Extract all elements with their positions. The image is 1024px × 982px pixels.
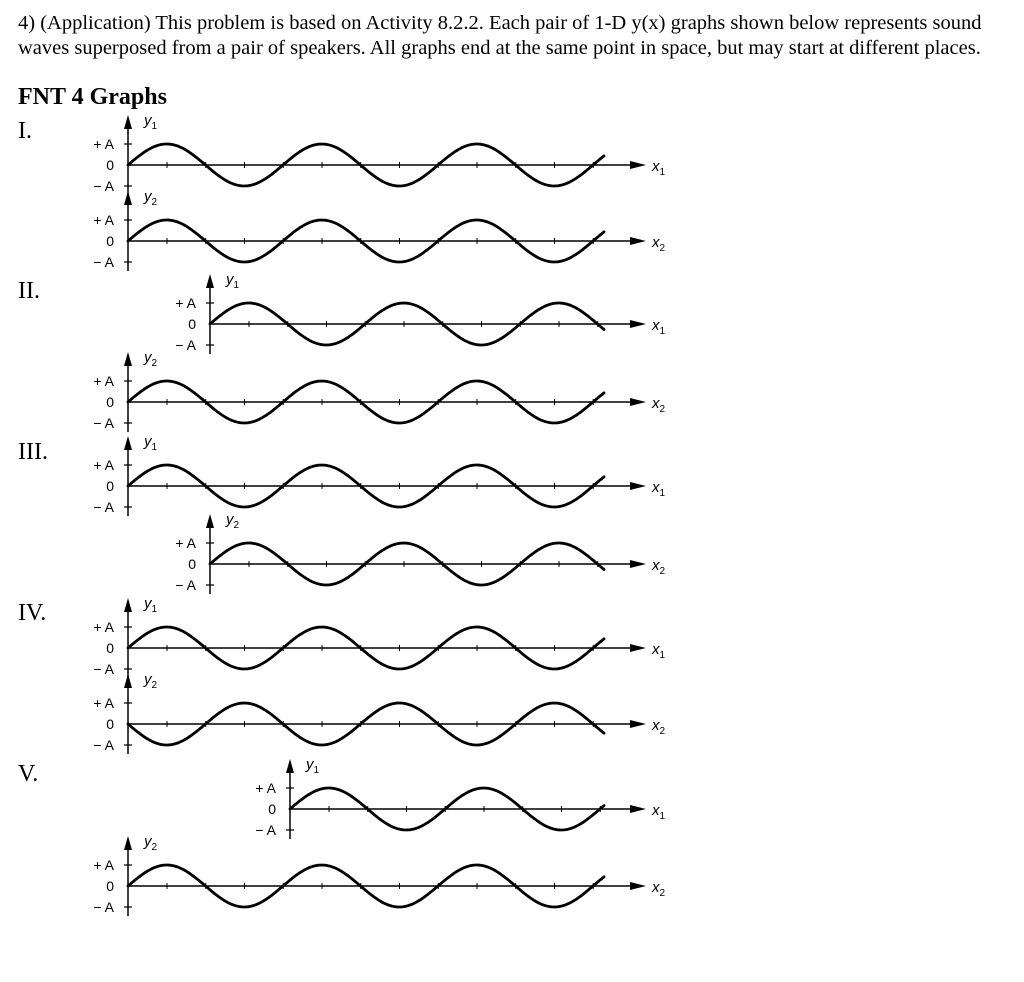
pair-1-graph-y2-zero-label: 0 xyxy=(106,233,114,249)
pair-2-graph-y1-plus-a-label: + A xyxy=(175,295,196,311)
pair-4-graph-y2-plus-a-label: + A xyxy=(93,695,114,711)
pair-5-graph-y1-y-name: $y_1$ xyxy=(306,756,320,776)
pair-2-graph-y2-x-name: $x_2$ xyxy=(652,395,666,415)
pair-1-graph-y2-plus-a-label: + A xyxy=(93,212,114,228)
pair-4-graph-y1-y-arrow-icon xyxy=(124,598,132,612)
pair-1-graph-y1-plus-a-label: + A xyxy=(93,136,114,152)
pair-4-graph-y2-x-name: $x_2$ xyxy=(652,717,666,737)
pair-3-graph-y1-x-name: $x_1$ xyxy=(652,479,666,499)
pair-3-graph-y1-minus-a-label: − A xyxy=(93,499,114,515)
pair-1-graph-y2-x-name: $x_2$ xyxy=(652,234,666,254)
pair-5-graph-y1-x-name: $x_1$ xyxy=(652,802,666,822)
pair-5-graph-y2-y-arrow-icon xyxy=(124,836,132,850)
pair-5-graph-y2-y-name: $y_2$ xyxy=(144,833,158,853)
pair-4-graph-y1-x-name: $x_1$ xyxy=(652,641,666,661)
pair-1-graph-y2-y-arrow-icon xyxy=(124,191,132,205)
pair-2-graph-y2-minus-a-label: − A xyxy=(93,415,114,431)
pair-1-graph-y1-minus-a-label: − A xyxy=(93,178,114,194)
pair-2-graph-y1-y-arrow-icon xyxy=(206,274,214,288)
pair-5-graph-y1-zero-label: 0 xyxy=(268,801,276,817)
pair-2-graph-y2-zero-label: 0 xyxy=(106,394,114,410)
pair-1-graph-y1-y-name: $y_1$ xyxy=(144,112,158,132)
pair-2-graph-y2-y-arrow-icon xyxy=(124,352,132,366)
pair-label-I: I. xyxy=(18,118,32,144)
pair-1-graph-y1-y-arrow-icon xyxy=(124,115,132,129)
pair-3-graph-y2-y-arrow-icon xyxy=(206,514,214,528)
pair-label-V: V. xyxy=(18,761,39,787)
pair-2-graph-y1-zero-label: 0 xyxy=(188,316,196,332)
pair-label-IV: IV. xyxy=(18,600,47,626)
pair-4-graph-y1-y-name: $y_1$ xyxy=(144,595,158,615)
pair-3-graph-y1-y-arrow-icon xyxy=(124,436,132,450)
pair-3-graph-y1-zero-label: 0 xyxy=(106,478,114,494)
pair-4-graph-y2-y-name: $y_2$ xyxy=(144,671,158,691)
pair-4-graph-y1-zero-label: 0 xyxy=(106,640,114,656)
pair-5-graph-y1-x-arrow-icon xyxy=(630,805,646,813)
pair-5-graph-y1-y-arrow-icon xyxy=(286,759,294,773)
pair-3-graph-y1-y-name: $y_1$ xyxy=(144,433,158,453)
pair-label-II: II. xyxy=(18,278,40,304)
pair-4-graph-y2-y-arrow-icon xyxy=(124,674,132,688)
pair-1-graph-y1-zero-label: 0 xyxy=(106,157,114,173)
pair-5-graph-y2-plus-a-label: + A xyxy=(93,857,114,873)
pair-2-graph-y2-y-name: $y_2$ xyxy=(144,349,158,369)
pair-2-graph-y1-x-name: $x_1$ xyxy=(652,317,666,337)
pair-1-graph-y1-x-name: $x_1$ xyxy=(652,158,666,178)
pair-label-III: III. xyxy=(18,439,48,465)
pair-1-graph-y2-y-name: $y_2$ xyxy=(144,188,158,208)
pair-3-graph-y2-minus-a-label: − A xyxy=(175,577,196,593)
pair-4-graph-y1-plus-a-label: + A xyxy=(93,619,114,635)
pair-4-graph-y1-minus-a-label: − A xyxy=(93,661,114,677)
section-title: FNT 4 Graphs xyxy=(18,84,167,110)
pair-1-graph-y2-minus-a-label: − A xyxy=(93,254,114,270)
pair-5-graph-y1-plus-a-label: + A xyxy=(255,780,276,796)
pair-3-graph-y2-x-arrow-icon xyxy=(630,560,646,568)
pair-4-graph-y2-zero-label: 0 xyxy=(106,716,114,732)
pair-3-graph-y2-plus-a-label: + A xyxy=(175,535,196,551)
problem-statement: 4) (Application) This problem is based on Activity 8.2.2. Each pair of 1-D y(x) graphs shown below represents sound waves superposed from a pair of speakers. All graphs end at the same point in space, but may start at different places. xyxy=(18,12,982,59)
pair-5-graph-y2-x-name: $x_2$ xyxy=(652,879,666,899)
pair-5-graph-y2-minus-a-label: − A xyxy=(93,899,114,915)
pair-3-graph-y2-x-name: $x_2$ xyxy=(652,557,666,577)
pair-2-graph-y1-x-arrow-icon xyxy=(630,320,646,328)
pair-2-graph-y2-plus-a-label: + A xyxy=(93,373,114,389)
pair-4-graph-y2-minus-a-label: − A xyxy=(93,737,114,753)
pair-3-graph-y2-zero-label: 0 xyxy=(188,556,196,572)
pair-3-graph-y1-plus-a-label: + A xyxy=(93,457,114,473)
pair-3-graph-y2-y-name: $y_2$ xyxy=(226,511,240,531)
pair-5-graph-y2-zero-label: 0 xyxy=(106,878,114,894)
pair-2-graph-y1-minus-a-label: − A xyxy=(175,337,196,353)
pair-5-graph-y1-minus-a-label: − A xyxy=(255,822,276,838)
pair-2-graph-y1-y-name: $y_1$ xyxy=(226,271,240,291)
